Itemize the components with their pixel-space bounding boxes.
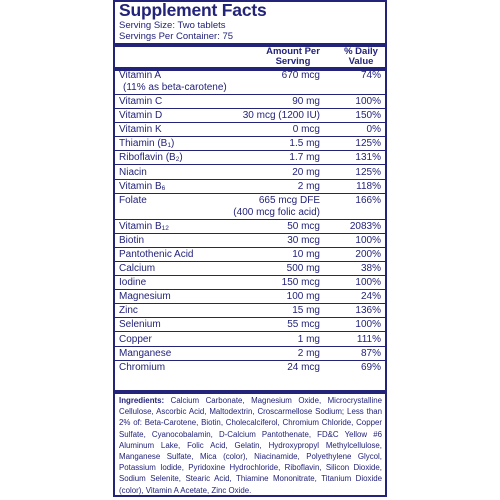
nutrient-name: Vitamin D xyxy=(119,110,163,122)
nutrient-row xyxy=(115,109,385,123)
nutrient-name: Niacin xyxy=(119,166,147,178)
nutrient-daily-value: 118% xyxy=(356,180,381,192)
nutrient-row xyxy=(115,262,385,276)
nutrient-amount: 100 mg xyxy=(286,291,320,303)
nutrient-name: Folate xyxy=(119,194,147,206)
nutrient-name-text: Riboflavin (B xyxy=(119,152,176,164)
nutrient-amount: 20 mg xyxy=(292,166,320,178)
nutrient-row xyxy=(115,69,385,95)
nutrient-daily-value: 74% xyxy=(360,70,381,81)
nutrient-daily-value: 38% xyxy=(360,263,381,274)
nutrient-amount: 0 mcg xyxy=(292,124,320,136)
nutrient-daily-value: 24% xyxy=(360,291,381,303)
nutrient-name: Biotin xyxy=(119,234,145,246)
nutrient-daily-value: 131% xyxy=(355,152,381,164)
label-title: Supplement Facts xyxy=(119,0,267,20)
nutrient-name-subscript: 2 xyxy=(175,156,180,164)
nutrient-name: Pantothenic Acid xyxy=(119,248,194,260)
nutrient-amount: 24 mcg xyxy=(287,361,320,373)
nutrient-note: (11% as beta-carotene) xyxy=(123,82,227,93)
nutrient-row xyxy=(115,304,385,318)
nutrient-row xyxy=(115,276,385,290)
nutrient-name: Zinc xyxy=(119,305,138,317)
nutrient-daily-value: 166% xyxy=(355,194,381,206)
nutrient-daily-value: 200% xyxy=(355,248,381,260)
nutrient-daily-value: 136% xyxy=(355,305,381,317)
nutrient-name xyxy=(119,221,169,232)
ingredients-block xyxy=(119,395,382,496)
nutrient-amount: 670 mcg xyxy=(281,70,320,81)
nutrient-amount: 150 mcg xyxy=(281,277,320,289)
nutrient-name: Chromium xyxy=(119,361,166,373)
nutrient-daily-value: 0% xyxy=(366,124,381,136)
nutrient-name: Vitamin A xyxy=(119,70,162,81)
nutrient-row xyxy=(115,151,385,165)
supplement-facts-panel xyxy=(113,0,387,497)
nutrient-daily-value: 2083% xyxy=(349,220,381,232)
nutrient-daily-value: 87% xyxy=(360,347,381,359)
nutrient-name xyxy=(119,138,174,149)
daily-value-header xyxy=(337,47,385,67)
amount-header-line2: Serving xyxy=(275,56,311,67)
nutrient-amount: 90 mg xyxy=(292,96,320,107)
amount-header-line1: Amount Per xyxy=(266,46,320,57)
nutrient-row xyxy=(115,180,385,194)
nutrient-row xyxy=(115,220,385,234)
nutrient-row xyxy=(115,290,385,304)
nutrient-name: Selenium xyxy=(119,319,161,331)
nutrient-amount: 1 mg xyxy=(297,333,320,345)
nutrient-name: Magnesium xyxy=(119,291,171,303)
nutrient-daily-value: 100% xyxy=(355,277,381,289)
dv-header-line1: % Daily xyxy=(344,46,378,57)
nutrient-name-suffix: ) xyxy=(179,152,183,164)
nutrient-amount: 15 mg xyxy=(292,305,320,317)
nutrient-row xyxy=(115,166,385,180)
ingredients-heading: Ingredients: xyxy=(119,396,165,405)
nutrient-amount: 500 mg xyxy=(286,263,320,274)
dv-header-line2: Value xyxy=(348,56,374,67)
nutrient-name-subscript: 1 xyxy=(167,142,171,150)
nutrient-amount: 30 mcg (1200 IU) xyxy=(242,110,320,122)
servings-per-container: Servings Per Container: 75 xyxy=(119,31,234,42)
nutrient-row xyxy=(115,361,385,375)
nutrient-name-text: Thiamin (B xyxy=(119,138,168,150)
nutrient-daily-value: 125% xyxy=(355,138,381,150)
nutrient-name-suffix: ) xyxy=(170,138,175,150)
nutrient-row xyxy=(115,194,385,220)
nutrient-amount: 30 mcg xyxy=(287,234,320,246)
nutrient-name: Vitamin K xyxy=(119,124,162,136)
nutrient-amount: 55 mcg xyxy=(287,319,320,331)
nutrient-name-subscript: 12 xyxy=(161,224,169,232)
nutrient-row xyxy=(115,234,385,248)
nutrient-row xyxy=(115,248,385,262)
nutrient-amount: 1.5 mg xyxy=(289,138,320,150)
nutrient-daily-value: 69% xyxy=(360,361,381,373)
nutrient-amount: 665 mcg DFE xyxy=(258,194,320,206)
nutrient-daily-value: 125% xyxy=(355,166,381,178)
nutrient-row xyxy=(115,318,385,332)
nutrient-name-subscript: 6 xyxy=(161,184,166,192)
ingredients-text: Calcium Carbonate, Magnesium Oxide, Microcrystalline Cellulose, Ascorbic Acid, Maltodextrin, Croscarmellose Sodium; Less than 2% of: Beta-Carotene, Biotin, Cholecalciferol, Chromium Chloride, Copper Sulfate, Cyanocobalamin, D-Calcium Pantothenate, FD&C Yellow #6 Aluminum Lake, Folic Acid, Gelatin, Hydroxypropyl Methylcellulose, Manganese Sulfate, Mica (color), Niacinamide, Polyethylene Glycol, Potassium Iodide, Pyridoxine Hydrochloride, Riboflavin, Silicon Dioxide, Sodium Selenite, Stearic Acid, Thiamine Mononitrate, Titanium Dioxide (color), Vitamin A Acetate, Zinc Oxide. xyxy=(119,396,382,495)
nutrient-daily-value: 150% xyxy=(355,110,381,122)
nutrient-daily-value: 100% xyxy=(355,234,381,246)
nutrient-name: Manganese xyxy=(119,347,172,359)
nutrient-daily-value: 111% xyxy=(356,333,381,345)
nutrient-amount: 10 mg xyxy=(292,248,320,260)
nutrient-daily-value: 100% xyxy=(355,96,381,107)
nutrient-name: Copper xyxy=(119,333,152,345)
nutrient-daily-value: 100% xyxy=(355,319,381,331)
nutrient-row xyxy=(115,137,385,151)
nutrient-name: Iodine xyxy=(119,277,147,289)
nutrient-name xyxy=(119,152,183,163)
nutrient-row xyxy=(115,123,385,137)
nutrient-row xyxy=(115,95,385,109)
nutrient-amount: 50 mcg xyxy=(287,220,320,232)
table-bottom-rule xyxy=(115,390,385,394)
nutrient-amount: 2 mg xyxy=(297,347,320,359)
nutrient-name: Calcium xyxy=(119,263,156,274)
nutrient-row xyxy=(115,347,385,361)
nutrient-name xyxy=(119,181,165,192)
nutrient-amount-note: (400 mcg folic acid) xyxy=(233,206,320,218)
nutrient-amount: 2 mg xyxy=(297,180,320,192)
serving-size: Serving Size: Two tablets xyxy=(119,20,226,31)
nutrient-amount: 1.7 mg xyxy=(289,152,320,164)
nutrient-name: Vitamin C xyxy=(119,96,163,107)
nutrient-name-text: Vitamin B xyxy=(119,220,162,232)
amount-per-serving-header xyxy=(253,47,333,67)
nutrient-row xyxy=(115,333,385,347)
nutrient-name-text: Vitamin B xyxy=(119,180,162,192)
